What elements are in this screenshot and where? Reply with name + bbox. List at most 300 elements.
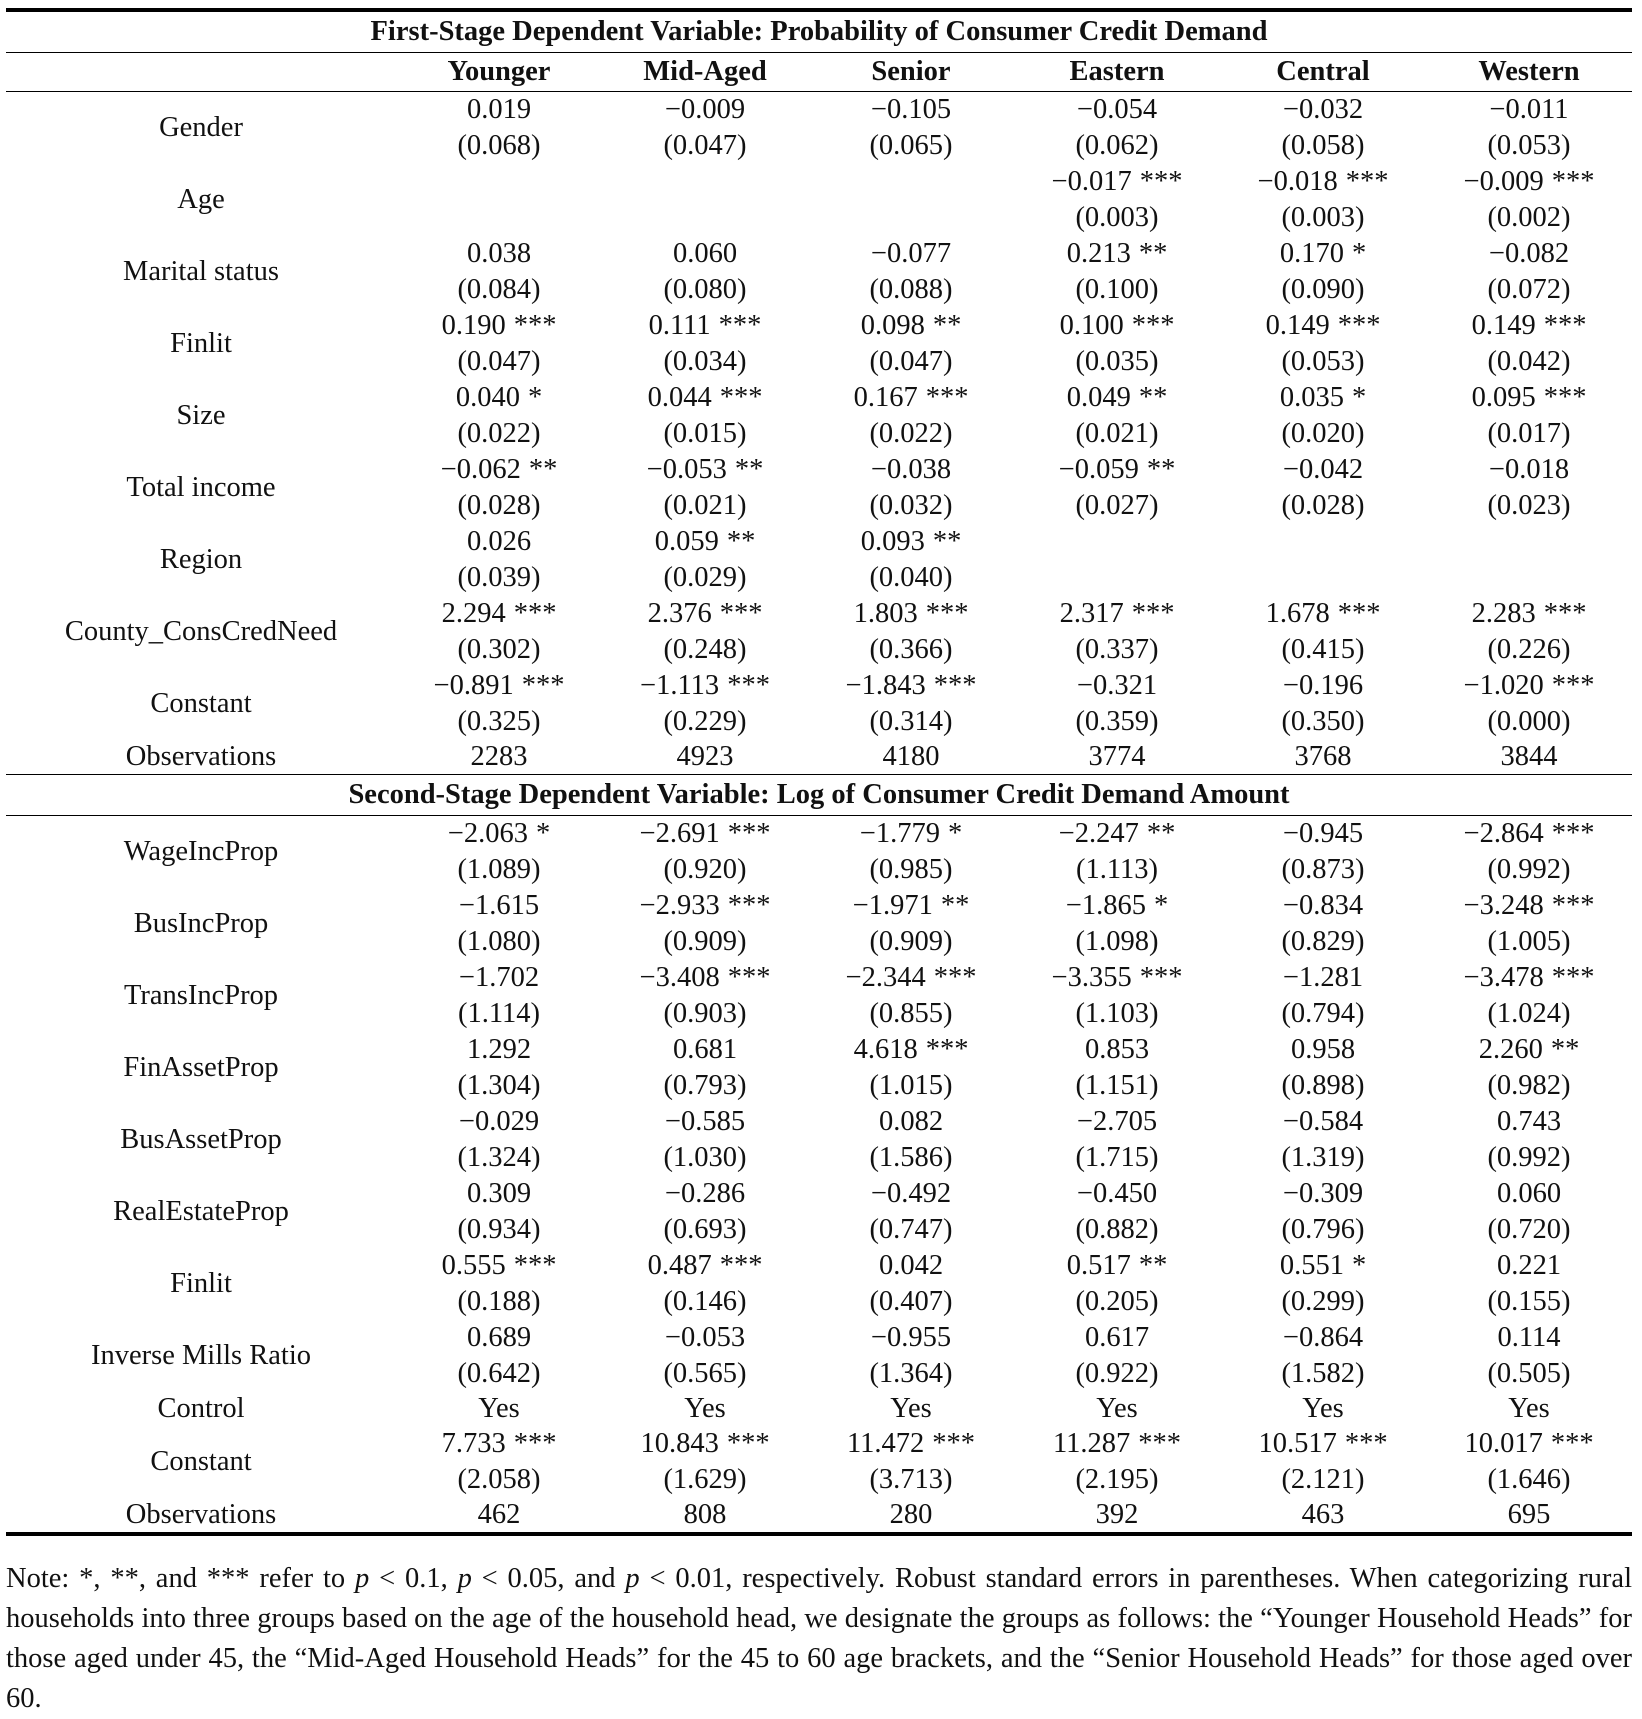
standard-error: (1.024) (1487, 998, 1571, 1029)
table-cell (602, 596, 808, 668)
coefficient-value: 0.082 (878, 1106, 944, 1137)
table-cell (602, 1248, 808, 1320)
coefficient-value: 10.517 (1258, 1428, 1337, 1459)
coefficient-value: 2.317 (1059, 598, 1124, 629)
table-cell (1220, 524, 1426, 596)
table-cell (1426, 236, 1632, 308)
table-cell (808, 668, 1014, 740)
coefficient-value: 2.260 (1478, 1034, 1543, 1065)
standard-error: (0.720) (1487, 1214, 1571, 1245)
table-cell (396, 888, 602, 960)
table-cell (1014, 452, 1220, 524)
row-label: Constant (150, 688, 252, 719)
row-label: BusIncProp (133, 908, 269, 939)
table-cell (1220, 960, 1426, 1032)
table-cell (396, 1426, 602, 1498)
coefficient (1220, 888, 1426, 924)
coefficient-value: 0.309 (466, 1178, 532, 1209)
table-cell (1014, 960, 1220, 1032)
standard-error: (0.047) (663, 130, 747, 161)
table-cell (1426, 1176, 1632, 1248)
table-row-constant (6, 668, 1632, 740)
coefficient (1014, 1032, 1220, 1068)
row-label: Gender (159, 112, 243, 143)
column-header-row (6, 53, 1632, 92)
coefficient (1220, 308, 1426, 344)
standard-error: (0.985) (869, 854, 953, 885)
coefficient (1426, 1320, 1632, 1356)
standard-error: (0.047) (457, 346, 541, 377)
coefficient (808, 1104, 1014, 1140)
table-cell (602, 92, 808, 165)
table-cell (1014, 380, 1220, 452)
significance-stars: * (1351, 382, 1367, 413)
table-cell (808, 816, 1014, 889)
standard-error: (0.072) (1487, 274, 1571, 305)
row-label: Total income (126, 472, 276, 503)
table-cell (808, 1032, 1014, 1104)
standard-error: (0.909) (869, 926, 953, 957)
table-cell (396, 452, 602, 524)
row-label: TransIncProp (123, 980, 279, 1011)
coefficient (396, 452, 602, 488)
significance-stars: *** (1139, 166, 1183, 197)
standard-error: (0.062) (1075, 130, 1159, 161)
coefficient (1014, 524, 1220, 560)
standard-error: (0.794) (1281, 998, 1365, 1029)
significance-stars: *** (521, 670, 565, 701)
standard-error: (0.982) (1487, 1070, 1571, 1101)
column-header: Western (1426, 53, 1632, 92)
table-cell: 695 (1426, 1498, 1632, 1534)
coefficient (808, 164, 1014, 200)
coefficient-value: 2.283 (1471, 598, 1536, 629)
table-cell: 3768 (1220, 740, 1426, 775)
coefficient-value: 0.213 (1066, 238, 1131, 269)
standard-error: (0.028) (457, 490, 541, 521)
coefficient-value: 0.853 (1084, 1034, 1150, 1065)
standard-error: (0.028) (1281, 490, 1365, 521)
significance-stars: *** (727, 670, 770, 701)
coefficient (602, 380, 808, 416)
table-cell (602, 524, 808, 596)
table-cell: Yes (1096, 1393, 1138, 1424)
table-row-county-conscredneed (6, 596, 1632, 668)
table-cell (1220, 236, 1426, 308)
coefficient (1220, 1032, 1426, 1068)
coefficient-value: −1.113 (640, 670, 720, 701)
standard-error: (0.020) (1281, 418, 1365, 449)
standard-error: (1.103) (1075, 998, 1159, 1029)
coefficient-value: 0.042 (878, 1250, 944, 1281)
table-cell (1014, 888, 1220, 960)
significance-stars: ** (528, 454, 558, 485)
table-cell (1220, 92, 1426, 165)
coefficient-value: 10.843 (640, 1428, 719, 1459)
standard-error: (0.350) (1281, 706, 1365, 737)
table-row-finlit (6, 308, 1632, 380)
standard-error: (0.035) (1075, 346, 1159, 377)
table-cell: Yes (1302, 1393, 1344, 1424)
significance-stars: * (1351, 238, 1367, 269)
table-cell (808, 596, 1014, 668)
coefficient (396, 380, 602, 416)
coefficient (396, 596, 602, 632)
table-cell (396, 1176, 602, 1248)
coefficient-value: 0.035 (1279, 382, 1344, 413)
coefficient-value: −0.584 (1282, 1106, 1364, 1137)
table-cell (1220, 380, 1426, 452)
coefficient-value: −0.286 (664, 1178, 746, 1209)
coefficient-value: 0.743 (1496, 1106, 1562, 1137)
coefficient-value: −0.029 (458, 1106, 540, 1137)
significance-stars: * (527, 382, 543, 413)
coefficient-value: −0.585 (664, 1106, 746, 1137)
coefficient (1426, 380, 1632, 416)
standard-error: (1.113) (1075, 854, 1159, 885)
significance-stars: *** (1550, 1428, 1594, 1459)
coefficient (1426, 888, 1632, 924)
significance-stars: *** (727, 818, 771, 849)
coefficient (1220, 380, 1426, 416)
standard-error: (0.003) (1075, 202, 1159, 233)
coefficient-value: 0.114 (1497, 1322, 1561, 1353)
coefficient-value: 1.678 (1265, 598, 1330, 629)
coefficient-value: −3.478 (1463, 962, 1544, 993)
coefficient (1220, 960, 1426, 996)
coefficient (808, 452, 1014, 488)
coefficient-value: 0.111 (648, 310, 711, 341)
row-label: Region (159, 544, 243, 575)
table-cell (602, 236, 808, 308)
standard-error: (0.088) (869, 274, 953, 305)
table-row-transincprop (6, 960, 1632, 1032)
coefficient-value: 0.049 (1066, 382, 1131, 413)
standard-error: (0.903) (663, 998, 747, 1029)
coefficient (1426, 92, 1632, 128)
coefficient-value: −2.933 (639, 890, 720, 921)
coefficient-value: 0.038 (466, 238, 532, 269)
significance-stars: *** (1345, 166, 1389, 197)
significance-stars: ** (1146, 818, 1176, 849)
coefficient-value: 0.958 (1290, 1034, 1356, 1065)
standard-error: (1.586) (869, 1142, 953, 1173)
coefficient-value: 10.017 (1464, 1428, 1543, 1459)
table-cell (808, 308, 1014, 380)
table-cell (396, 308, 602, 380)
table-cell (1220, 308, 1426, 380)
coefficient (602, 1032, 808, 1068)
coefficient-value: 0.093 (860, 526, 925, 557)
coefficient-value: −3.408 (639, 962, 720, 993)
coefficient (808, 380, 1014, 416)
coefficient-value: −1.020 (1463, 670, 1544, 701)
coefficient (1014, 236, 1220, 272)
coefficient-value: 2.294 (441, 598, 506, 629)
significance-stars: ** (726, 526, 756, 557)
coefficient-value: 0.026 (466, 526, 532, 557)
coefficient (1014, 816, 1220, 852)
standard-error (1014, 560, 1220, 596)
table-cell (1426, 92, 1632, 165)
table-cell (1014, 236, 1220, 308)
coefficient-value: −1.281 (1282, 962, 1364, 993)
coefficient-value: −0.011 (1489, 94, 1569, 125)
standard-error: (0.015) (663, 418, 747, 449)
coefficient-value: 0.190 (441, 310, 506, 341)
standard-error: (1.304) (457, 1070, 541, 1101)
table-cell (396, 1248, 602, 1320)
coefficient-value: 0.098 (860, 310, 925, 341)
coefficient-value: 2.376 (647, 598, 712, 629)
standard-error (1220, 560, 1426, 596)
standard-error: (1.005) (1487, 926, 1571, 957)
table-row-size (6, 380, 1632, 452)
significance-stars: ** (940, 890, 970, 921)
significance-stars: ** (1138, 1250, 1168, 1281)
table-cell (1220, 596, 1426, 668)
standard-error: (0.882) (1075, 1214, 1159, 1245)
coefficient (1426, 164, 1632, 200)
significance-stars: ** (1146, 454, 1176, 485)
table-cell: 280 (808, 1498, 1014, 1534)
table-cell (1220, 164, 1426, 236)
coefficient (602, 1426, 808, 1462)
standard-error: (2.058) (457, 1464, 541, 1495)
coefficient (808, 1176, 1014, 1212)
coefficient (808, 1032, 1014, 1068)
table-cell (602, 816, 808, 889)
table-cell (1426, 816, 1632, 889)
significance-stars: ** (1138, 382, 1168, 413)
row-label: RealEstateProp (113, 1196, 289, 1227)
standard-error: (0.415) (1281, 634, 1365, 665)
standard-error: (0.002) (1487, 202, 1571, 233)
coefficient (808, 960, 1014, 996)
significance-stars: ** (734, 454, 764, 485)
significance-stars: *** (1551, 166, 1595, 197)
significance-stars: *** (513, 310, 557, 341)
standard-error: (1.114) (457, 998, 541, 1029)
coefficient-value: −1.843 (845, 670, 926, 701)
table-cell (808, 380, 1014, 452)
standard-error: (0.003) (1281, 202, 1365, 233)
coefficient (1220, 164, 1426, 200)
standard-error: (0.302) (457, 634, 541, 665)
coefficient-value: −0.017 (1051, 166, 1132, 197)
coefficient (602, 1248, 808, 1284)
standard-error: (1.319) (1281, 1142, 1365, 1173)
coefficient (1426, 668, 1632, 704)
coefficient (396, 668, 602, 704)
standard-error: (0.027) (1075, 490, 1159, 521)
standard-error: (3.713) (869, 1464, 953, 1495)
table-row-observations-first-stage (6, 740, 1632, 775)
coefficient-value: 0.149 (1265, 310, 1330, 341)
standard-error: (1.646) (1487, 1464, 1571, 1495)
standard-error: (0.934) (457, 1214, 541, 1245)
table-cell (1014, 1176, 1220, 1248)
table-cell (602, 1426, 808, 1498)
coefficient-value: −0.321 (1076, 670, 1158, 701)
table-cell: Yes (1508, 1393, 1550, 1424)
row-label: WageIncProp (123, 836, 279, 867)
table-cell: Yes (684, 1393, 726, 1424)
coefficient (396, 1104, 602, 1140)
coefficient-value: 0.100 (1059, 310, 1124, 341)
coefficient (1014, 92, 1220, 128)
column-header-blank (6, 53, 396, 92)
coefficient-value: 0.517 (1066, 1250, 1131, 1281)
standard-error: (1.582) (1281, 1358, 1365, 1389)
coefficient (1014, 960, 1220, 996)
significance-stars: *** (932, 1428, 976, 1459)
coefficient (1014, 308, 1220, 344)
coefficient-value: 0.555 (441, 1250, 506, 1281)
significance-stars: *** (925, 598, 969, 629)
coefficient (1220, 596, 1426, 632)
significance-stars: *** (1543, 598, 1587, 629)
coefficient (396, 1248, 602, 1284)
coefficient (1014, 164, 1220, 200)
coefficient-value: 0.019 (466, 94, 532, 125)
standard-error: (0.855) (869, 998, 953, 1029)
coefficient (1014, 1248, 1220, 1284)
coefficient-value: −3.248 (1463, 890, 1544, 921)
coefficient-value: −0.077 (870, 238, 952, 269)
coefficient (808, 888, 1014, 924)
coefficient-value: 4.618 (853, 1034, 918, 1065)
table-cell (396, 236, 602, 308)
standard-error: (0.248) (663, 634, 747, 665)
table-cell (1014, 92, 1220, 165)
column-header: Central (1220, 53, 1426, 92)
significance-stars: *** (727, 962, 771, 993)
standard-error: (0.068) (457, 130, 541, 161)
coefficient-value: −0.018 (1488, 454, 1570, 485)
coefficient (602, 452, 808, 488)
coefficient-value: −0.309 (1282, 1178, 1364, 1209)
coefficient-value: −0.009 (664, 94, 746, 125)
coefficient (1426, 816, 1632, 852)
significance-stars: *** (1551, 818, 1595, 849)
coefficient-value: −0.018 (1257, 166, 1338, 197)
standard-error: (0.366) (869, 634, 953, 665)
table-cell (396, 816, 602, 889)
row-label: BusAssetProp (120, 1124, 282, 1155)
coefficient (1426, 524, 1632, 560)
table-cell: 4923 (602, 740, 808, 775)
coefficient (1014, 380, 1220, 416)
table-cell (1220, 888, 1426, 960)
significance-stars: *** (513, 1428, 557, 1459)
table-note: Note: *, **, and *** refer to p < 0.1, p < 0.05, and p < 0.01, respectively. Robust standard errors in parentheses. When categorizing rural households into three groups based on the age of the household head, we designate the groups as follows: the “Younger Household Heads” for those aged under 45, the “Mid-Aged Household Heads” for the 45 to 60 age brackets, and the “Senior Household Heads” for those aged over 60. (6, 1562, 1632, 1714)
significance-stars: *** (1139, 962, 1183, 993)
standard-error: (0.021) (663, 490, 747, 521)
table-cell (1014, 1320, 1220, 1392)
standard-error: (0.021) (1075, 418, 1159, 449)
standard-error: (0.205) (1075, 1286, 1159, 1317)
coefficient (1426, 452, 1632, 488)
table-row-busassetprop (6, 1104, 1632, 1176)
standard-error: (0.053) (1487, 130, 1571, 161)
coefficient (396, 888, 602, 924)
standard-error: (1.015) (869, 1070, 953, 1101)
significance-stars: ** (932, 526, 962, 557)
coefficient (602, 524, 808, 560)
table-cell (1426, 888, 1632, 960)
coefficient-value: 11.287 (1052, 1428, 1131, 1459)
standard-error: (0.992) (1487, 1142, 1571, 1173)
table-cell (396, 1032, 602, 1104)
table-cell (1220, 1426, 1426, 1498)
coefficient-value: −0.492 (870, 1178, 952, 1209)
coefficient (1220, 1248, 1426, 1284)
table-cell (1220, 1104, 1426, 1176)
coefficient-value: −2.705 (1076, 1106, 1158, 1137)
coefficient-value: −1.702 (458, 962, 540, 993)
standard-error (602, 200, 808, 236)
coefficient-value: −0.062 (440, 454, 521, 485)
coefficient-value: 0.060 (1496, 1178, 1562, 1209)
standard-error: (0.299) (1281, 1286, 1365, 1317)
significance-stars: *** (726, 1428, 770, 1459)
coefficient-value: 0.044 (647, 382, 712, 413)
significance-stars: * (947, 818, 963, 849)
standard-error: (0.693) (663, 1214, 747, 1245)
coefficient (808, 524, 1014, 560)
standard-error: (2.121) (1281, 1464, 1365, 1495)
table-cell (1220, 1032, 1426, 1104)
standard-error (808, 200, 1014, 236)
significance-stars: *** (727, 890, 771, 921)
coefficient (1220, 524, 1426, 560)
standard-error: (0.314) (869, 706, 953, 737)
table-cell (1014, 596, 1220, 668)
coefficient-value: −3.355 (1051, 962, 1132, 993)
standard-error: (0.909) (663, 926, 747, 957)
coefficient (808, 596, 1014, 632)
coefficient-value: −0.955 (870, 1322, 952, 1353)
table-cell (602, 164, 808, 236)
coefficient (1426, 1176, 1632, 1212)
table-cell (1426, 1426, 1632, 1498)
coefficient (808, 1248, 1014, 1284)
significance-stars: ** (1138, 238, 1168, 269)
standard-error: (0.155) (1487, 1286, 1571, 1317)
table-cell (396, 92, 602, 165)
table-cell (808, 1248, 1014, 1320)
table-cell: 3774 (1014, 740, 1220, 775)
row-label: Inverse Mills Ratio (90, 1340, 312, 1371)
coefficient (808, 92, 1014, 128)
coefficient (1220, 1320, 1426, 1356)
table-cell (602, 1032, 808, 1104)
coefficient (808, 816, 1014, 852)
table-cell (1220, 668, 1426, 740)
coefficient-value: −0.009 (1463, 166, 1544, 197)
coefficient-value: −1.865 (1065, 890, 1146, 921)
coefficient-value: 0.167 (853, 382, 918, 413)
table-cell: 462 (396, 1498, 602, 1534)
standard-error: (0.029) (663, 562, 747, 593)
table-cell (396, 596, 602, 668)
coefficient (396, 524, 602, 560)
row-label: Marital status (123, 256, 279, 287)
coefficient (808, 1426, 1014, 1462)
table-cell (396, 1320, 602, 1392)
significance-stars: *** (513, 1250, 557, 1281)
